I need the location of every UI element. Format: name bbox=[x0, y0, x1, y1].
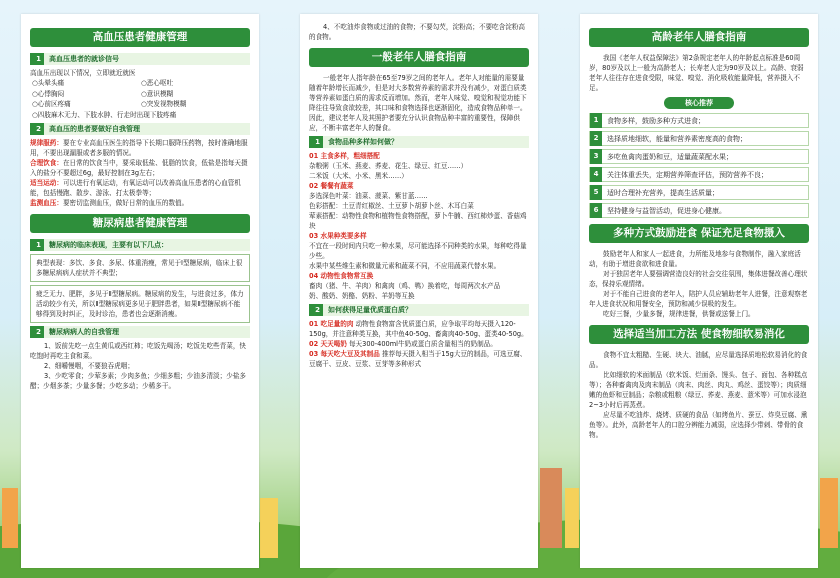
section-header: 1 食物品种多样如何做？ bbox=[309, 136, 529, 148]
list-item: 1 食物多样，鼓励多种方式进食； bbox=[589, 113, 809, 128]
list-item: 5 适时合理补充营养，提高生活质量； bbox=[589, 185, 809, 200]
list-item: 6 坚持健身与益智活动，促进身心健康。 bbox=[589, 203, 809, 218]
section-header: 2 高血压的患者要做好自我管理 bbox=[30, 123, 250, 135]
section-header: 1 高血压患者的就诊信号 bbox=[30, 53, 250, 65]
section-header: 2 如何获得足量优质蛋白质？ bbox=[309, 304, 529, 316]
intro-text: 一般老年人指年龄在65至79岁之间的老年人。老年人对能量的需要量随着年龄增长而减少，但是对大多数营养素的需求并没有减少，对蛋白质类等营养素如蛋白质的需求反而增加。然而，老年人味觉、嗅觉和视觉功能下降往往导致食欲较差，其口味和食物选择也逐渐固化，造成食物品种单一。因此，建议老年人及其照护者要充分认识食物品种丰富的重要性，保障供应，不断丰富老年人的餐食。 bbox=[309, 74, 527, 132]
list-item: 2 选择质地细软，能量和营养素密度高的食物； bbox=[589, 131, 809, 146]
section-header: 2 糖尿病病人的自我管理 bbox=[30, 326, 250, 338]
list-item: 1、饭前先吃一点生黄瓜或西红柿；吃饭先喝汤；吃饭先吃些青菜，快吃饱时再吃主食和菜。 bbox=[30, 342, 247, 360]
list-item: 3、少吃零食；少荤多素；少肉多鱼；少细多粗；少油多清淡；少盐多醋；少烟多茶；少量多餐；少吃多动；少稀多干。 bbox=[30, 372, 247, 390]
section-header: 1 糖尿病的临床表现，主要有以下几点： bbox=[30, 239, 250, 251]
panel-hypertension-diabetes: 高血压患者健康管理 1 高血压患者的就诊信号 高血压出现以下情况，立即就近就医 ○头晕头痛 ○恶心呕吐 ○心悸胸闷 ○意识模糊 ○心前区疼痛 ○突发视物模糊 ○四肢麻木无力、下肢水肿、行走时出现下肢疼痛 2 高血压的患者要做好自我管理 规律服药：要在专业高血压医生的指导下长期口服降压药物，按时准确地服用，不要出现漏服或者多服的情况。 合理饮食：在日常的饮食当中，要采取低盐、低脂的饮食，低盐是指每天摄入的盐分不要超过6g，最好控制在3g左右； 适当运动：可以进行有氧运动，有氧运动可以改善高血压患者的心血管机能，包括慢跑、散步、游泳、打太极拳等； 监测血压：要密切监测血压，做好日常的血压的数值。 糖尿病患者健康管理 1 糖尿病的临床表现，主要有以下几点： 典型表现：多饮、多食、多尿、体重消瘦，常见于Ⅰ型糖尿病，临床上很多糖尿病病人症状并不典型； 疲乏无力、肥胖，多见于Ⅱ型糖尿病。糖尿病的发生，与进食过多，体力活动较少有关，所以Ⅱ型糖尿病更多见于肥胖患者，如果Ⅱ型糖尿病不能够得到及时纠正，及时诊治，患者也会逐渐消瘦。 2 糖尿病病人的自我管理 1、饭前先吃一点生黄瓜或西红柿；吃饭先喝汤；吃饭先吃些青菜，快吃饱时再吃主食和菜。 2、细嚼慢咽，不要狼吞虎咽； 3、少吃零食；少荤多素；少肉多鱼；少细多粗；少油多清淡；少盐多醋；少烟多茶；少量多餐；少吃多动；少稀多干。 bbox=[21, 14, 259, 568]
list-item: 合理饮食：在日常的饮食当中，要采取低盐、低脂的饮食，低盐是指每天摄入的盐分不要超过6g，最好控制在3g左右； bbox=[30, 159, 248, 177]
advanced-elderly-title: 高龄老年人膳食指南 bbox=[589, 28, 809, 47]
continued-text: 4、不吃油炸食物或过油的食物；不要勾芡，淀粉高；不要吃含淀粉高的食物。 bbox=[309, 23, 526, 41]
processing-method-title: 选择适当加工方法 使食物细软易消化 bbox=[589, 325, 809, 344]
list-item: 01 吃足量的肉 动物性食物富含优质蛋白质，应争取平均每天摄入120-150g，并注意种类互换，其中鱼40-50g、畜禽肉40-50g、蛋类40-50g。 bbox=[309, 320, 528, 338]
list-item: 适当运动：可以进行有氧运动，有氧运动可以改善高血压患者的心血管机能，包括慢跑、散步、游泳、打太极拳等； bbox=[30, 179, 241, 197]
hypertension-title: 高血压患者健康管理 bbox=[30, 28, 250, 47]
panel-general-elderly: 4、不吃油炸食物或过油的食物；不要勾芡，淀粉高；不要吃含淀粉高的食物。 一般老年人膳食指南 一般老年人指年龄在65至79岁之间的老年人。老年人对能量的需要量随着年龄增长而减少，但是对大多数营养素的需求并没有减少，对蛋白质类等营养素如蛋白质的需求反而增加。然而，老年人味觉、嗅觉和视觉功能下降往往导致食欲较差，其口味和食物选择也逐渐固化，造成食物品种单一。因此，建议老年人及其照护者要充分认识食物品种丰富的重要性，保障供应，不断丰富老年人的餐食。 1 食物品种多样如何做？ 01 主食多样，粗细搭配 杂粮粥（玉米、燕麦、荞麦、花生、绿豆、红豆……） 二米饭（大米、小米、黑米……） 02 餐餐有蔬菜 多选深色叶菜：油菜、菠菜、紫甘蓝…… 色彩搭配：土豆青红椒丝、土豆萝卜胡萝卜丝、木耳白菜 荤素搭配：动物性食物和植物性食物搭配，萝卜牛腩、西红柿炒蛋、香菇鸡块 03 水果种类要多样 不宜在一段时间内只吃一种水果，尽可能选择不同种类的水果，每种吃得量少些。 水果中某些维生素和微量元素和蔬菜不同，不应用蔬菜代替水果。 04 动物性食物常互换 畜肉（猪、牛、羊肉）和禽肉（鸡、鸭）换着吃，每周两次水产品 奶、酸奶、奶酪、奶粉、羊奶等互换 2 如何获得足量优质蛋白质？ 01 吃足量的肉 动物性食物富含优质蛋白质，应争取平均每天摄入120-150g，并注意种类互换，其中鱼40-50g、畜禽肉40-50g、蛋类40-50g。 02 天天喝奶 每天300-400ml牛奶或蛋白质含量相当的奶制品。 03 每天吃大豆及其制品 推荐每天摄入相当于15g大豆的制品，可选豆腐、豆腐干、豆皮、豆浆、豆芽等多种形式 bbox=[300, 14, 538, 568]
panel-advanced-elderly: 高龄老年人膳食指南 我国《老年人权益保障法》第2条规定老年人的年龄起点标准是60周岁，80岁及以上一般为高龄老人；长寿老人定为90岁及以上。高龄、衰弱老年人往往存在进食受限，味觉、嗅觉、消化吸收能量降低，营养摄入不足。 核心推荐 1 食物多样，鼓励多种方式进食； 2 选择质地细软，能量和营养素密度高的食物； 3 多吃鱼禽肉蛋奶和豆，适量蔬菜配水果； 4 关注体重丢失，定期营养筛查评估，预防营养不良； 5 适时合理补充营养，提高生活质量； 6 坚持健身与益智活动，促进身心健康。 多种方式鼓励进食 保证充足食物摄入 鼓励老年人和家人一起进食，力所能及地参与食物制作，融入家庭活动，有助于增进食欲和进食量。 对于独居老年人要强调营造良好的社会交往氛围，集体进餐改善心理状态，保持乐观情绪。 对于不能自己进食的老年人，陪护人员应辅助老年人进餐，注意观察老年人进食状况和用餐安全，预防和减少误吸的发生。 吃好三餐，少量多餐，规律进餐，供餐或送餐上门。 选择适当加工方法 使食物细软易消化 食物不宜太粗糙、生硬、块大、油腻，应尽量选择质地松软易消化的食品。 比如细软的米面制品（软米饭、烂面条、馒头、包子、面包、各种糕点等）；各种畜禽肉及肉末制品（肉末、肉丝、肉丸、鸡丝、蛋饺等）；肉质细嫩的鱼虾和豆制品；杂粮或粗粮（绿豆、荞麦、燕麦、薏米等）可加水浸泡2~3小时后再蒸煮。 应尽量不吃油炸、烧烤、质硬的食品（如烤鱼片、蚕豆、炸臭豆腐、熏鱼等）。此外，高龄老年人的口腔分辨能力减弱，应选择少带刺、带骨的食物。 bbox=[580, 14, 818, 568]
diabetes-title: 糖尿病患者健康管理 bbox=[30, 214, 250, 233]
intro-text: 我国《老年人权益保障法》第2条规定老年人的年龄起点标准是60周岁，80岁及以上一般为高龄老人；长寿老人定为90岁及以上。高龄、衰弱老年人往往存在进食受限，味觉、嗅觉、消化吸收能量降低，营养摄入不足。 bbox=[589, 54, 804, 92]
core-recommend-badge: 核心推荐 bbox=[664, 97, 734, 109]
list-item: 3 多吃鱼禽肉蛋奶和豆，适量蔬菜配水果； bbox=[589, 149, 809, 164]
signal-list: ○头晕头痛 ○恶心呕吐 ○心悸胸闷 ○意识模糊 ○心前区疼痛 ○突发视物模糊 ○四肢麻木无力、下肢水肿、行走时出现下肢疼痛 bbox=[32, 79, 187, 119]
encourage-eating-title: 多种方式鼓励进食 保证充足食物摄入 bbox=[589, 224, 809, 243]
list-item: 2、细嚼慢咽，不要狼吞虎咽； bbox=[44, 362, 134, 370]
general-elderly-title: 一般老年人膳食指南 bbox=[309, 48, 529, 67]
list-item: 规律服药：要在专业高血压医生的指导下长期口服降压药物，按时准确地服用，不要出现漏服或者多服的情况。 bbox=[30, 139, 248, 157]
list-item: 监测血压：要密切监测血压，做好日常的血压的数值。 bbox=[30, 199, 189, 207]
symptom-box: 典型表现：多饮、多食、多尿、体重消瘦，常见于Ⅰ型糖尿病，临床上很多糖尿病病人症状并不典型； bbox=[30, 254, 250, 282]
list-item: 02 天天喝奶 每天300-400ml牛奶或蛋白质含量相当的奶制品。 bbox=[309, 340, 497, 348]
list-item: 4 关注体重丢失，定期营养筛查评估，预防营养不良； bbox=[589, 167, 809, 182]
symptom-box: 疲乏无力、肥胖，多见于Ⅱ型糖尿病。糖尿病的发生，与进食过多，体力活动较少有关，所以Ⅱ型糖尿病更多见于肥胖患者，如果Ⅱ型糖尿病不能够得到及时纠正，及时诊治，患者也会逐渐消瘦。 bbox=[30, 285, 250, 323]
list-item: 03 每天吃大豆及其制品 推荐每天摄入相当于15g大豆的制品，可选豆腐、豆腐干、豆皮、豆浆、豆芽等多种形式 bbox=[309, 350, 527, 368]
